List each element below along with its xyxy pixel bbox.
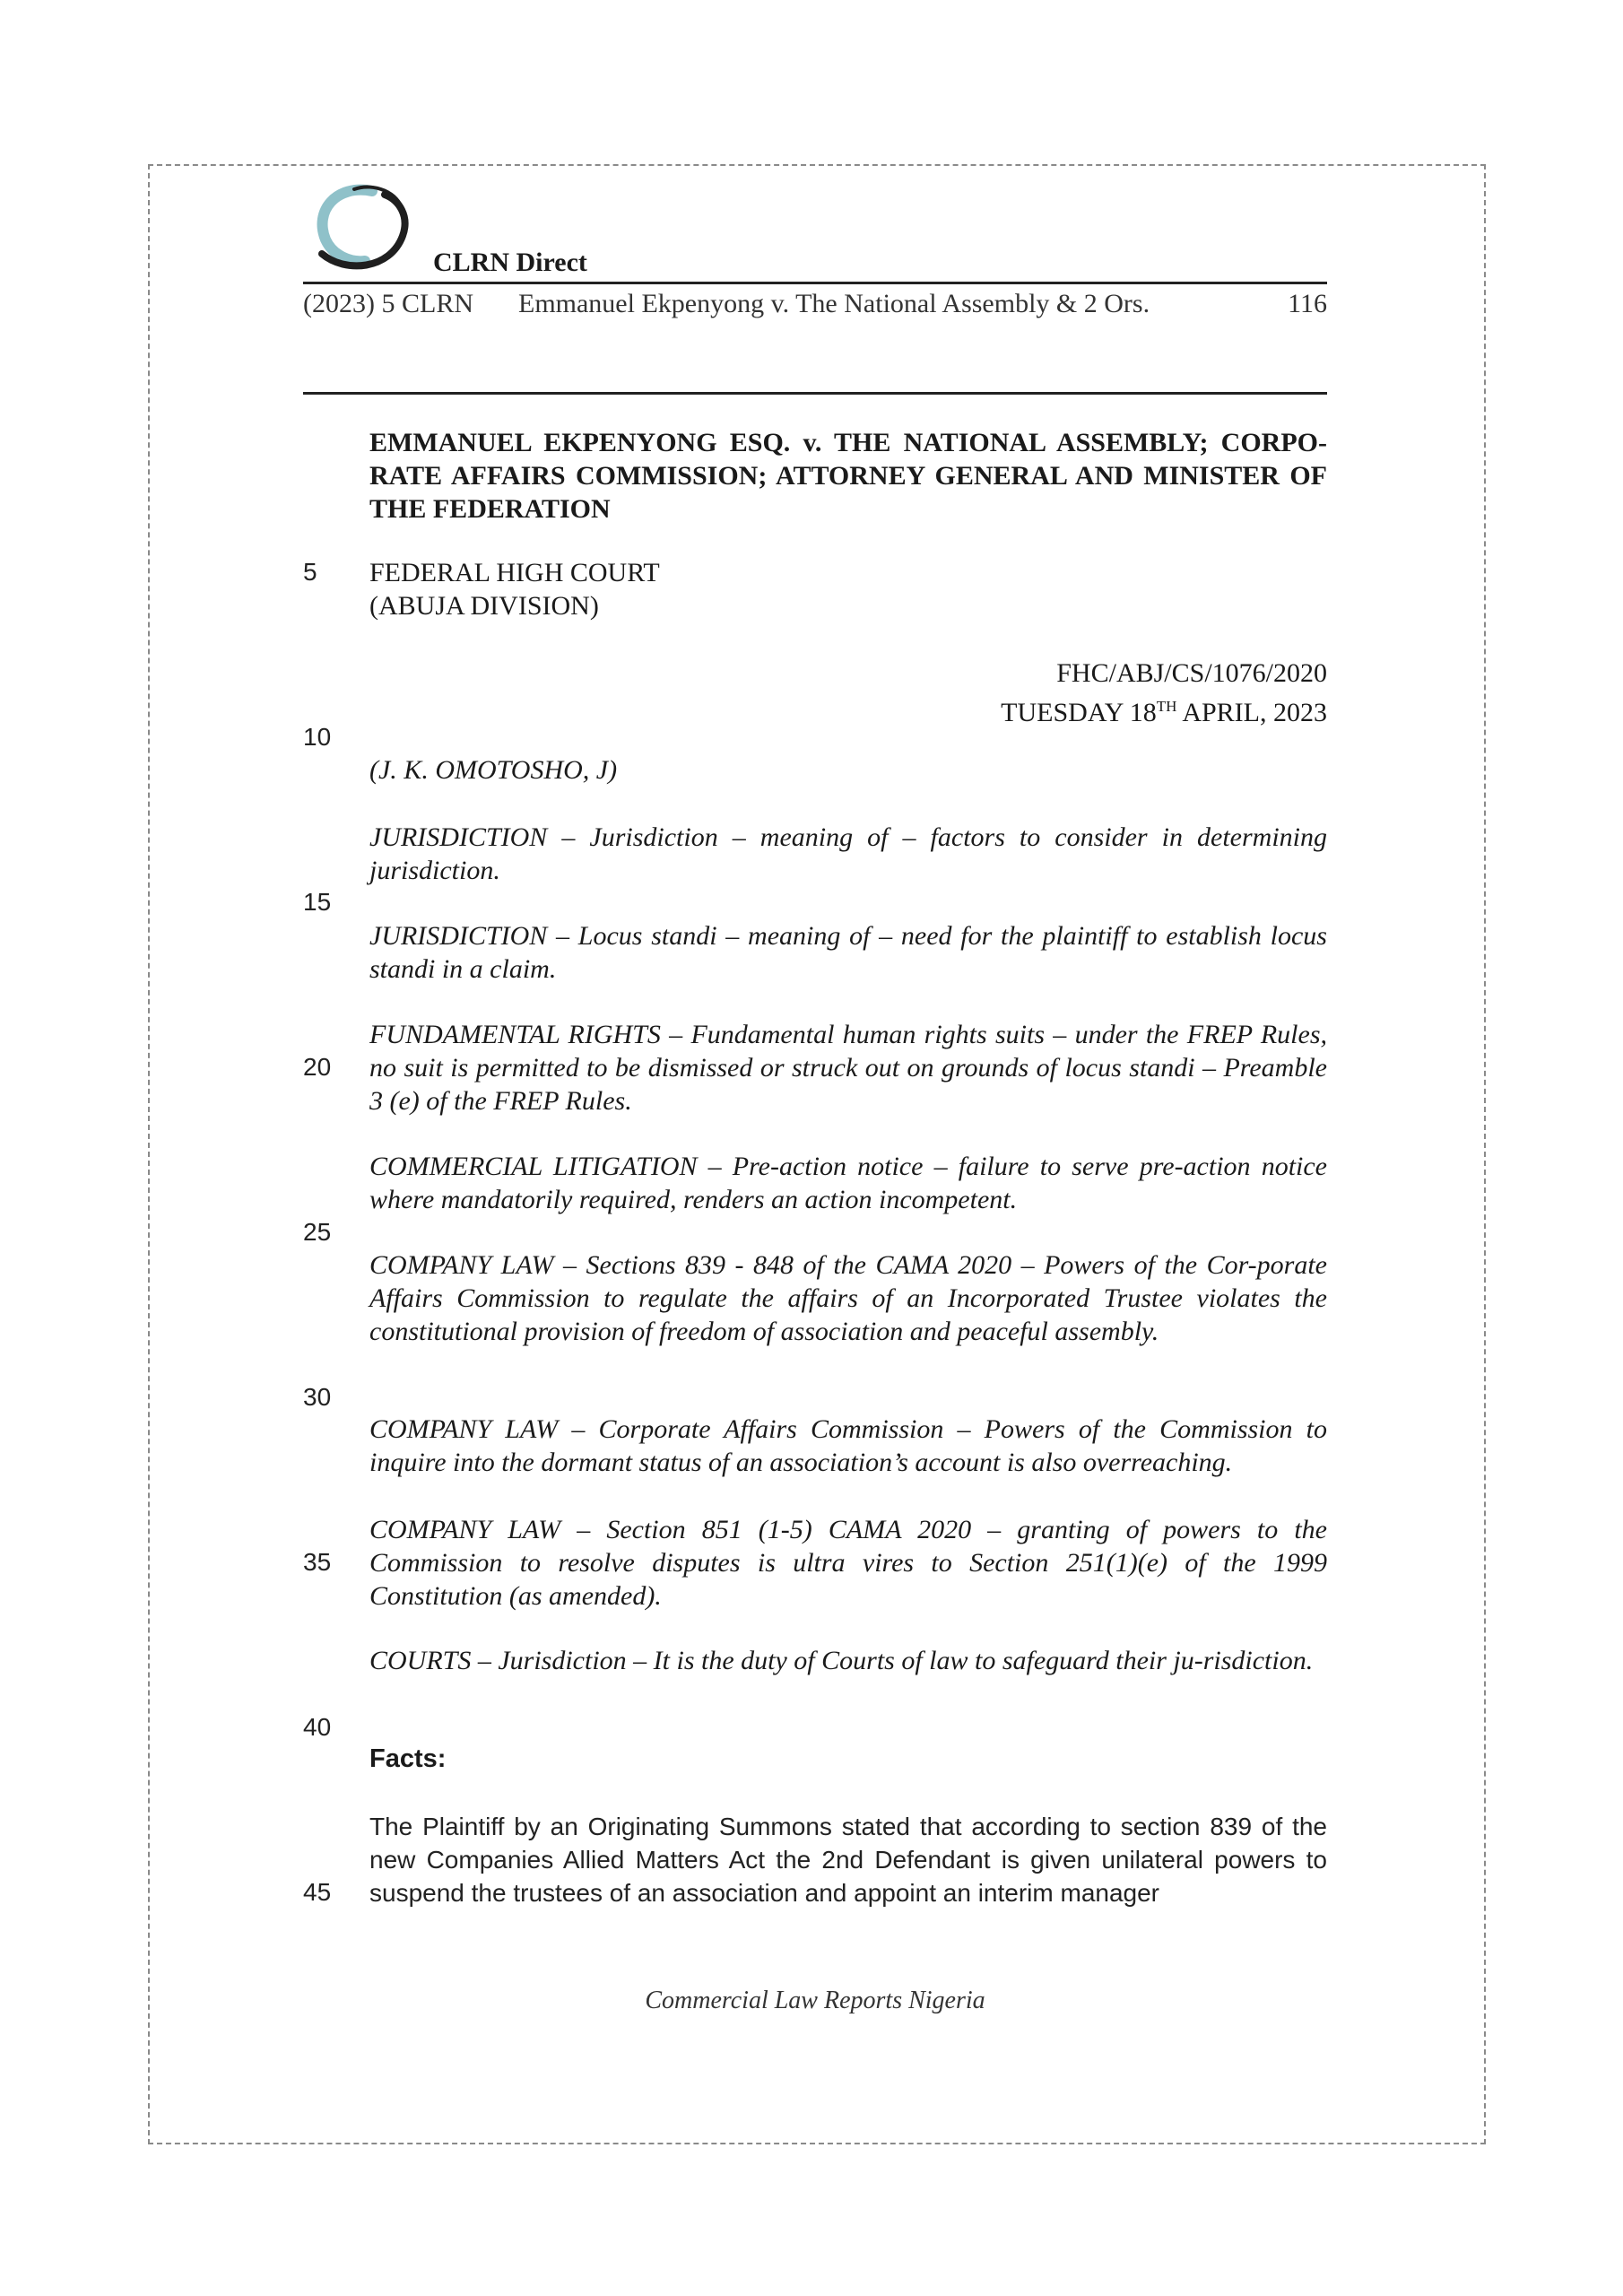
- catchword-7: COMPANY LAW – Section 851 (1-5) CAMA 2020 – granting of powers to the Commission to resolve disputes is ultra vires to Section 251(1)(e) of the 1999 Constitution (as amended).: [369, 1515, 1327, 1611]
- suit-block: [369, 657, 1327, 729]
- facts-body: The Plaintiff by an Originating Summons stated that according to section 839 of the new Companies Allied Matters Act the 2nd Defendant is given unilateral powers to suspend the trustees of an association and appoint an interim manager: [369, 1813, 1327, 1907]
- line-number: 35: [303, 1548, 332, 1576]
- line-number: 40: [303, 1713, 332, 1741]
- court-block: [369, 556, 1327, 622]
- line-number: 20: [303, 1053, 332, 1081]
- line-number: 25: [303, 1218, 332, 1246]
- line-number: 15: [303, 888, 332, 916]
- catchword-3: FUNDAMENTAL RIGHTS – Fundamental human rights suits – under the FREP Rules, no suit is permitted to be dismissed or struck out on grounds of locus standi – Preamble 3 (e) of the FREP Rules.: [369, 1020, 1327, 1116]
- case-title: EMMANUEL EKPENYONG ESQ. v. THE NATIONAL ASSEMBLY; CORPO-RATE AFFAIRS COMMISSION; ATTORNEY GENERAL AND MINISTER OF THE FEDERATION: [369, 428, 1327, 524]
- catchword-2: JURISDICTION – Locus standi – meaning of – need for the plaintiff to establish locus standi in a claim.: [369, 921, 1327, 984]
- facts-heading: Facts:: [369, 1744, 447, 1773]
- line-number: 45: [303, 1878, 332, 1906]
- clrn-logo-icon: [309, 184, 417, 283]
- judgment-date: TUESDAY 18TH APRIL, 2023: [1001, 698, 1327, 727]
- catchword-6: COMPANY LAW – Corporate Affairs Commission – Powers of the Commission to inquire into the dormant status of an association’s account is also overreaching.: [369, 1414, 1327, 1477]
- citation: (2023) 5 CLRN: [303, 289, 473, 318]
- case-short-title: Emmanuel Ekpenyong v. The National Assembly & 2 Ors.: [518, 289, 1150, 318]
- brand-name: CLRN Direct: [433, 248, 587, 277]
- header-rule: [303, 282, 1327, 284]
- court-name: FEDERAL HIGH COURT: [369, 558, 660, 587]
- judge-name: (J. K. OMOTOSHO, J): [369, 755, 618, 785]
- line-number: 5: [303, 558, 317, 586]
- catchword-4: COMMERCIAL LITIGATION – Pre-action notice – failure to serve pre-action notice where mandatorily required, renders an action incompetent.: [369, 1152, 1327, 1214]
- catchword-8: COURTS – Jurisdiction – It is the duty of Courts of law to safeguard their ju-risdiction.: [369, 1646, 1314, 1675]
- catchword-1: JURISDICTION – Jurisdiction – meaning of – factors to consider in determining jurisdiction.: [369, 822, 1327, 885]
- page-footer: Commercial Law Reports Nigeria: [645, 1987, 985, 2014]
- court-division: (ABUJA DIVISION): [369, 591, 599, 621]
- catchword-5: COMPANY LAW – Sections 839 - 848 of the CAMA 2020 – Powers of the Cor-porate Affairs Commission to regulate the affairs of an Incorporated Trustee violates the constitutional provision of freedom of association and peaceful assembly.: [369, 1250, 1327, 1346]
- section-rule: [303, 392, 1327, 395]
- running-head: [303, 289, 1327, 319]
- suit-number: FHC/ABJ/CS/1076/2020: [1056, 658, 1327, 688]
- line-number: 10: [303, 723, 332, 751]
- line-number: 30: [303, 1383, 332, 1411]
- page-number: 116: [1288, 289, 1327, 318]
